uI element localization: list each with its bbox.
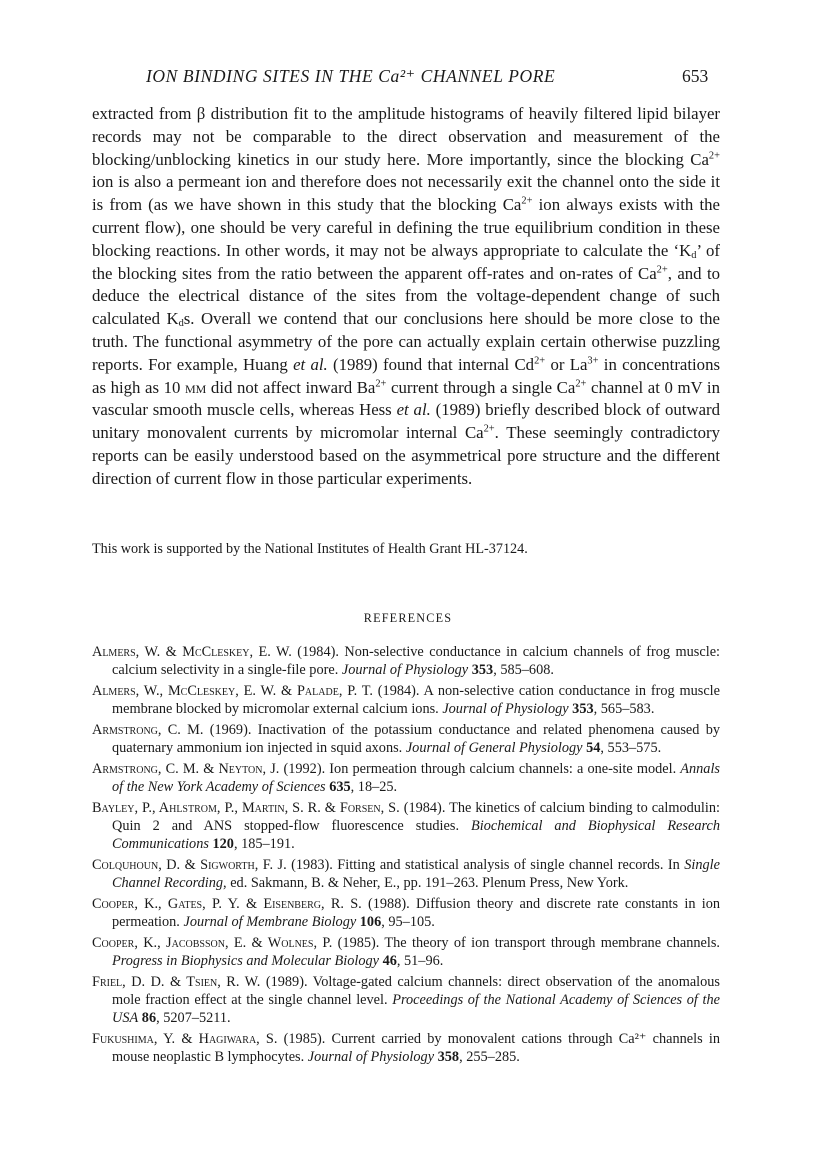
reference-authors: Fukushima, Y. & Hagiwara, S. <box>92 1030 278 1047</box>
superscript: 2+ <box>708 150 720 162</box>
reference-item <box>92 722 720 758</box>
reference-item <box>92 800 720 854</box>
reference-authors: Colquhoun, D. & Sigworth, F. J. <box>92 856 287 873</box>
reference-text: (1985). Current carried by monovalent cations through Ca²⁺ channels in mouse neoplastic B lymphocytes. <box>112 1030 720 1065</box>
reference-authors: Cooper, K., Gates, P. Y. & Eisenberg, R. S. <box>92 895 362 912</box>
reference-pages: , 255–285. <box>459 1048 520 1065</box>
body-text-segment: , and to deduce the electrical distance of the sites from the voltage-dependent change of such calculated K <box>92 263 720 329</box>
reference-authors: Almers, W. & McCleskey, E. W. <box>92 644 292 660</box>
page-number: 653 <box>682 66 709 86</box>
reference-journal: Biochemical and Biophysical Research Communications <box>112 817 720 852</box>
reference-pages: , ed. Sakmann, B. & Neher, E., pp. 191–263. Plenum Press, New York. <box>223 874 629 891</box>
superscript: 2+ <box>375 378 387 390</box>
body-text-segment: did not affect inward Ba <box>206 377 376 397</box>
reference-journal: Journal of Physiology <box>341 661 469 678</box>
references-heading: REFERENCES <box>363 611 453 625</box>
et-al: et al. <box>293 354 328 374</box>
reference-text: (1984). Non-selective conductance in calcium channels of frog muscle: calcium selectivity in a single-file pore. <box>112 644 721 678</box>
subscript: d <box>178 318 184 330</box>
reference-pages: , 585–608. <box>493 661 554 678</box>
superscript: 2+ <box>575 378 587 390</box>
reference-journal: Progress in Biophysics and Molecular Biology <box>112 952 379 969</box>
reference-pages: , 5207–5211. <box>156 1009 231 1026</box>
reference-pages: , 565–583. <box>593 700 655 717</box>
reference-volume: 635 <box>329 778 351 795</box>
body-text-segment: extracted from β distribution fit to the amplitude histograms of heavily filtered lipid bilayer records may not be comparable to the direct observation and measurement of the blocking/unblocking kinetics in our study here. More importantly, since the blocking Ca <box>92 104 720 169</box>
reference-item <box>92 683 720 719</box>
reference-pages: , 95–105. <box>381 913 435 930</box>
reference-text: (1992). Ion permeation through calcium channels: a one-site model. <box>279 761 681 777</box>
reference-journal: Journal of Physiology <box>442 700 569 717</box>
body-text-segment: ’ of the blocking sites from the ratio between the apparent off-rates and on-rates of Ca <box>92 240 720 283</box>
reference-journal: Annals of the New York Academy of Sciences <box>112 761 720 795</box>
reference-item <box>92 761 720 797</box>
reference-pages: , 185–191. <box>233 835 295 852</box>
reference-text: (1989). Voltage-gated calcium channels: direct observation of the anomalous mole fraction effect at the single channel level. <box>112 973 720 1008</box>
superscript: 2+ <box>521 195 533 207</box>
body-text-segment: . These seemingly contradictory reports can be easily understood based on the asymmetrical pore structure and the different direction of current flow in those particular experiments. <box>92 423 720 488</box>
body-text-segment: (1989) found that internal Cd <box>327 354 535 374</box>
running-title: ION BINDING SITES IN THE Ca²⁺ CHANNEL PORE <box>146 66 556 86</box>
reference-volume: 86 <box>141 1009 157 1026</box>
body-text-segment: or La <box>545 354 588 374</box>
reference-item <box>92 644 720 680</box>
reference-pages: , 553–575. <box>600 739 662 756</box>
reference-pages: , 51–96. <box>396 952 444 969</box>
reference-authors: Bayley, P., Ahlstrom, P., Martin, S. R. & Forsen, S. <box>92 800 400 816</box>
reference-authors: Armstrong, C. M. <box>92 722 204 738</box>
reference-journal: Single Channel Recording <box>112 856 720 891</box>
body-paragraph <box>92 103 720 491</box>
reference-text: (1969). Inactivation of the potassium conductance and related phenomena caused by quaternary ammonium ion injected in squid axons. <box>112 722 720 756</box>
reference-journal: Proceedings of the National Academy of Sciences of the USA <box>112 991 720 1026</box>
reference-text: (1984). The kinetics of calcium binding to calmodulin: Quin 2 and ANS stopped-flow fluorescence studies. <box>112 800 721 834</box>
body-text-segment: (1989) briefly described block of outward unitary monovalent currents by micromolar internal Ca <box>92 400 720 443</box>
body-text-segment: channel at 0 mV in vascular smooth muscle cells, whereas Hess <box>92 377 720 420</box>
unit-mm: mm <box>184 377 207 397</box>
reference-pages: , 18–25. <box>350 778 398 795</box>
reference-journal: Journal of Physiology <box>307 1048 435 1065</box>
superscript: 2+ <box>483 423 495 435</box>
reference-volume: 353 <box>572 700 594 717</box>
body-text-segment: ion is also a permeant ion and therefore does not necessarily exit the channel onto the side it is from (as we have shown in this study that the blocking Ca <box>92 172 720 215</box>
et-al: et al. <box>396 400 431 420</box>
reference-item <box>92 896 720 932</box>
superscript: 2+ <box>534 355 546 367</box>
reference-journal: Journal of Membrane Biology <box>183 913 357 930</box>
reference-journal: Journal of General Physiology <box>405 739 583 756</box>
superscript: 2+ <box>656 264 668 276</box>
acknowledgement: This work is supported by the National Institutes of Health Grant HL-37124. <box>92 541 528 557</box>
reference-volume: 106 <box>359 913 382 930</box>
body-text-segment: in concentrations as high as 10 <box>92 354 720 397</box>
reference-text: (1984). A non-selective cation conductance in frog muscle membrane blocked by micromolar external calcium ions. <box>112 683 720 717</box>
reference-authors: Almers, W., McCleskey, E. W. & Palade, P. T. <box>92 683 373 699</box>
reference-authors: Cooper, K., Jacobsson, E. & Wolnes, P. <box>92 934 333 951</box>
subscript: d <box>691 249 697 261</box>
reference-item <box>92 1031 720 1067</box>
reference-text: (1985). The theory of ion transport through membrane channels. <box>332 934 720 951</box>
reference-item <box>92 935 720 971</box>
reference-volume: 353 <box>471 661 494 678</box>
reference-authors: Friel, D. D. & Tsien, R. W. <box>92 973 261 990</box>
reference-text: (1983). Fitting and statistical analysis of single channel records. In <box>286 856 685 873</box>
reference-volume: 54 <box>586 739 601 756</box>
reference-list <box>92 644 720 1070</box>
body-text-segment: current through a single Ca <box>386 377 576 397</box>
superscript: 3+ <box>587 355 599 367</box>
reference-volume: 46 <box>382 952 397 969</box>
reference-item <box>92 974 720 1028</box>
body-text-segment: s. Overall we contend that our conclusions here should be more close to the truth. The functional asymmetry of the pore can actually explain certain otherwise puzzling reports. For example, Huang <box>92 309 720 374</box>
reference-volume: 120 <box>212 835 234 852</box>
reference-item <box>92 857 720 893</box>
reference-volume: 358 <box>437 1048 460 1065</box>
running-header <box>0 66 816 92</box>
reference-text: (1988). Diffusion theory and discrete rate constants in ion permeation. <box>112 895 720 930</box>
reference-authors: Armstrong, C. M. & Neyton, J. <box>92 761 280 777</box>
body-text-segment: ion always exists with the current flow), one should be very careful in defining the true equilibrium condition in these blocking reactions. In other words, it may not be always appropriate to calculate the ‘K <box>92 195 720 260</box>
